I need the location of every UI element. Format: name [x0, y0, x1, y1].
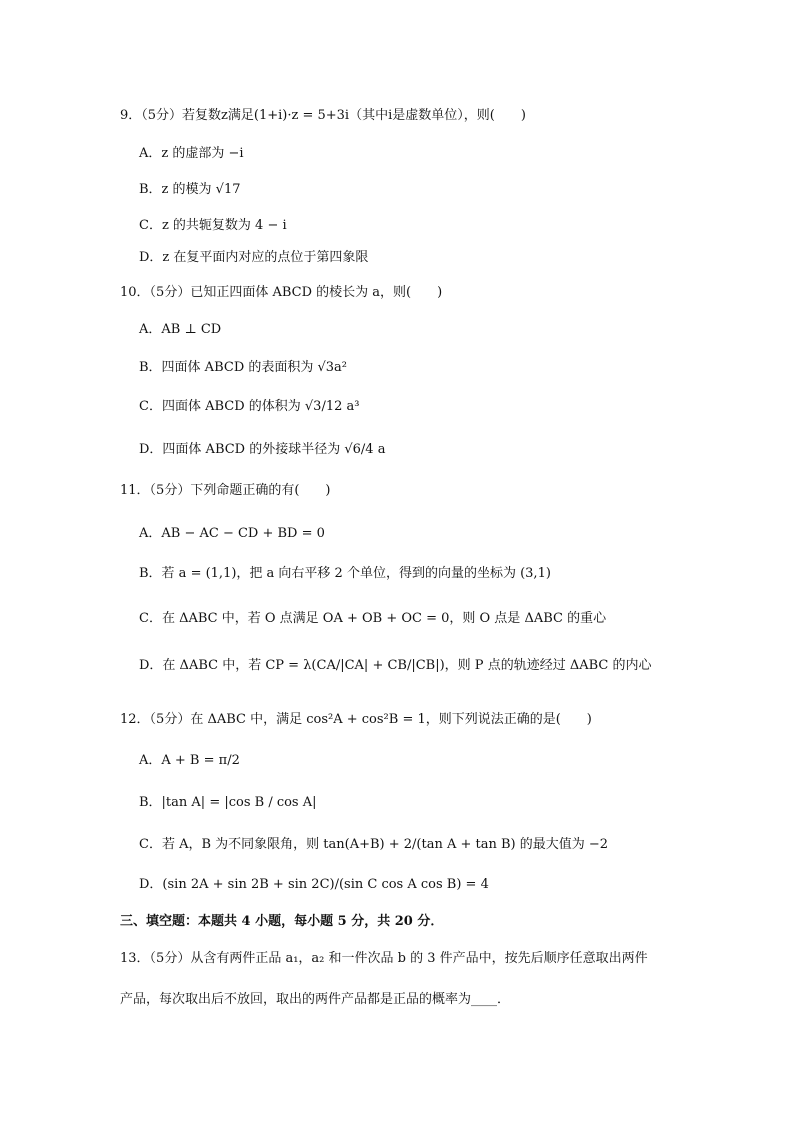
q9-stem-text: 9．（5分）若复数z满足(1+i)·z = 5+3i（其中i是虚数单位），则( ): [120, 108, 526, 123]
q11-option-c: C．在 ΔABC 中，若 O 点满足 OA + OB + OC = 0，则 O 点是 ΔABC 的重心: [139, 611, 607, 626]
q12-option-b: B．|tan A| = |cos B / cos A|: [139, 795, 317, 810]
q12-option-a: A．A + B = π/2: [139, 753, 240, 768]
q10-option-d: D．四面体 ABCD 的外接球半径为 √6/4 a: [139, 442, 386, 457]
q9-option-b: B．z 的模为 √17: [139, 182, 241, 197]
q13-line-2: 产品，每次取出后不放回，取出的两件产品都是正品的概率为____．: [120, 992, 511, 1007]
q11-option-a: A．AB − AC − CD + BD = 0: [139, 526, 325, 541]
q10-option-c: C．四面体 ABCD 的体积为 √3/12 a³: [139, 399, 360, 414]
q12-option-c: C．若 A，B 为不同象限角，则 tan(A+B) + 2/(tan A + tan B) 的最大值为 −2: [139, 837, 609, 852]
q10-stem: 10．（5分）已知正四面体 ABCD 的棱长为 a，则( ): [120, 285, 443, 300]
q9-option-d: D．z 在复平面内对应的点位于第四象限: [139, 250, 369, 265]
q10-option-a: A．AB ⊥ CD: [139, 322, 222, 337]
q9-stem: [120, 107, 526, 125]
q13-line-1: 13．（5分）从含有两件正品 a₁，a₂ 和一件次品 b 的 3 件产品中，按先后顺序任意取出两件: [120, 951, 648, 966]
q10-option-b: B．四面体 ABCD 的表面积为 √3a²: [139, 360, 348, 375]
q9-option-a: A．z 的虚部为 −i: [139, 146, 244, 161]
q11-option-b: B．若 a = (1,1)，把 a 向右平移 2 个单位，得到的向量的坐标为 (3,1): [139, 566, 551, 581]
section-heading-fill-in: 三、填空题：本题共 4 小题，每小题 5 分，共 20 分．: [120, 914, 444, 929]
q12-option-d: D．(sin 2A + sin 2B + sin 2C)/(sin C cos A cos B) = 4: [139, 877, 489, 892]
q9-option-c: C．z 的共轭复数为 4 − i: [139, 218, 287, 233]
q11-stem: 11．（5分）下列命题正确的有( ): [120, 483, 331, 498]
q12-stem: 12．（5分）在 ΔABC 中，满足 cos²A + cos²B = 1，则下列说法正确的是( ): [120, 712, 592, 727]
q11-option-d: D．在 ΔABC 中，若 CP = λ(CA/|CA| + CB/|CB|)，则 P 点的轨迹经过 ΔABC 的内心: [139, 658, 652, 673]
